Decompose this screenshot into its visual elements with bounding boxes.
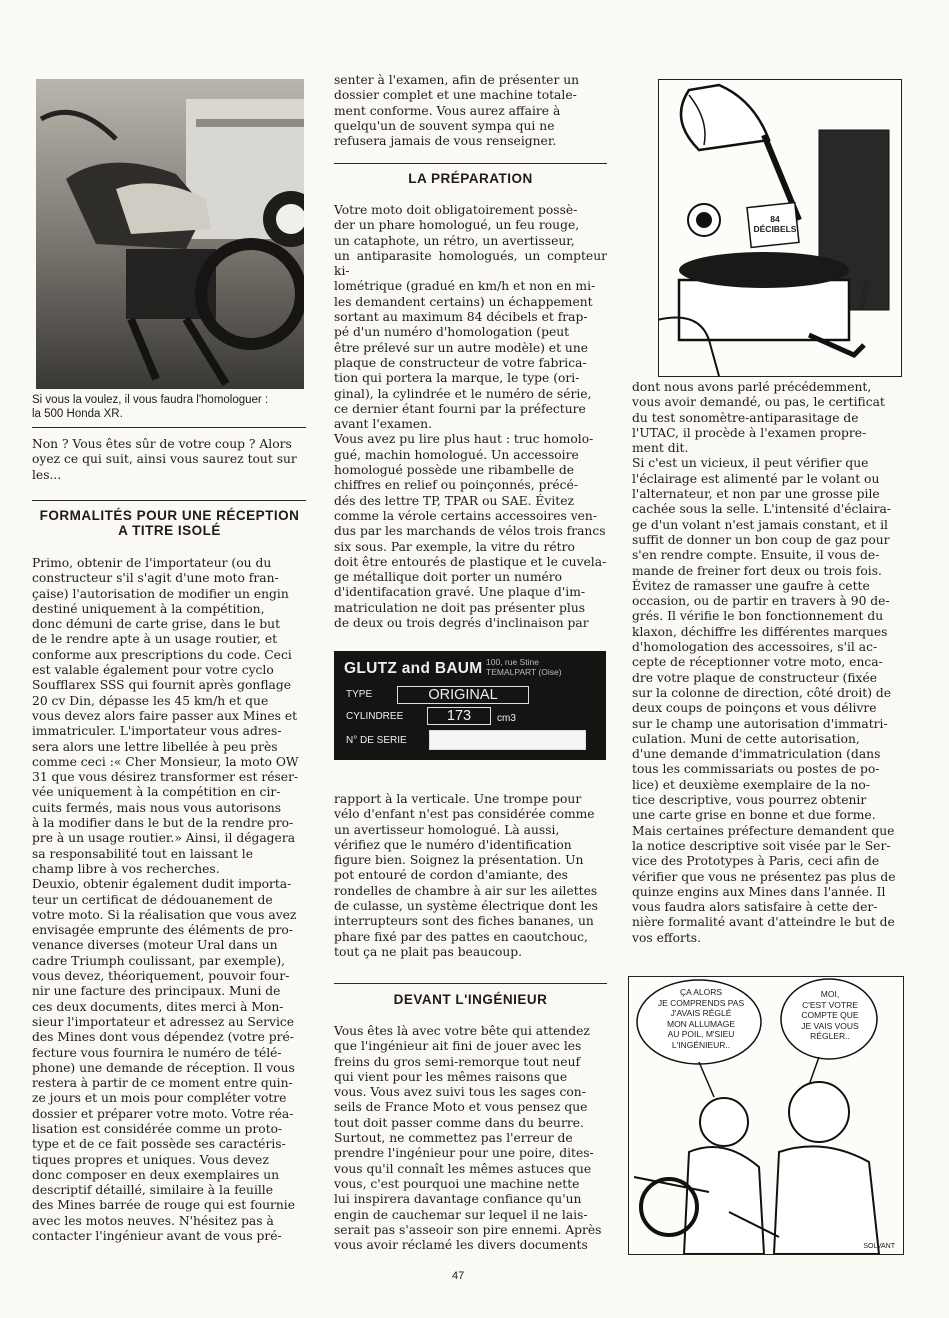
col2-top-paragraph: senter à l'examen, afin de présenter un dossier complet et une machine totale- ment conforme. Vous aurez affaire à quelqu'un de souvent sympa qui ne refusera jamais de vous renseigner. <box>334 73 580 149</box>
after-plate-text: rapport à la verticale. Une trompe pour vélo d'enfant n'est pas considérée comme un avertisseur homologué. Là aussi, vérifiez que le numéro d'identification figure bien. Soignez la présentation. Un pot entouré de cordon d'amiante, des rondelles de chambre à air sur les ailettes de culasse, un système électrique dont les interrupteurs sont des fiches bananes, un phare fixé par des pattes en caoutchouc, tout ça ne plait pas beaucoup. <box>334 792 598 959</box>
cartoon2-signature: SOLVANT <box>863 1243 895 1250</box>
plate-address: 100, rue Stine TEMALPART (Oise) <box>486 657 562 677</box>
ingenieur-text: Vous êtes là avec votre bête qui attendez que l'ingénieur ait fini de jouer avec les freins du gros semi-remorque tout neuf qui vient pour les mêmes raisons que vous. Vous avez suivi tous les sages con- seils de France Moto et vous pensez que tout doit passer comme dans du beurre. Surtout, ne commettez pas l'erreur de prendre l'ingénieur pour une poire, dites- vous qu'il connaît les mêmes astuces que vous, c'est pourquoi une machine nette lui inspirera davantage confiance qu'un engin de cauchemar sur lequel il ne lais- serait pas s'asseoir son pire ennemi. Après vous avoir réclamé les divers documents <box>334 1024 602 1253</box>
bubble-engineer: MOI, C'EST VOTRE COMPTE QUE JE VAIS VOUS RÉGLER.. <box>801 989 859 1041</box>
section-rule-3 <box>334 983 607 984</box>
formalites-text: Primo, obtenir de l'importateur (ou du constructeur s'il s'agit d'une moto fran- çaise) l'autorisation de modifier un engin destiné uniquement à la compétition, donc démuni de carte grise, dans le but de le rendre apte à un usage routier, et conforme aux prescriptions du code. Ceci est valable également pour votre cyclo Soufflarex SSS qui fournit après gonflage 20 cv Din, dépasse les 45 km/h et que vous devez alors faire passer aux Mines et immatriculer. L'importateur vous adres- sera alors une lettre libellée à peu près comme ceci :« Cher Monsieur, la moto OW 31 que vous désirez transformer est réser- vée uniquement à la compétition en cir- cuits fermés, mais nous vous autorisons à la modifier dans le but de la rendre pro- pre à un usage routier.» Ainsi, il dégagera sa responsabilité tout en laissant le champ libre à vos recherches. Deuxio, obtenir également dudit importa- teur un certificat de dédouanement de votre moto. Si la réalisation que vous avez envisagée emprunte des éléments de pro- venance diverses (moteur Ural dans un cadre Triumph coulissant, par exemple), vous devez, théoriquement, pouvoir four- nir une facture des principaux. Muni de ces deux documents, dites merci à Mon- sieur l'importateur et adressez au Service des Mines dont vous dépendez (votre pré- fecture vous fournira le numéro de télé- phone) une demande de réception. Il vous restera à partir de ce moment entre quin- ze jours et un mois pour compléter votre dossier et préparer votre moto. Votre réa- lisation est considérée comme un proto- type et de ce fait possède ses caractéris- tiques propres et uniques. Vous devez donc composer en deux exemplaires un descriptif détaillé, similaire à la feuille des Mines barrée de rouge qui est fournie avec les motos neuves. N'hésitez pas à contacter l'ingénieur avant de vous pré- <box>32 556 299 1244</box>
photo-caption: Si vous la voulez, il vous faudra l'homologuer : la 500 Honda XR. <box>32 394 269 420</box>
col3-text: dont nous avons parlé précédemment, vous avoir demandé, ou pas, le certificat du test sonomètre-antiparasitage de l'UTAC, il procède à l'examen propre- ment dit. Si c'est un vicieux, il peut vérifier que l'éclairage est alimenté par le volant ou l'alternateur, et non par une grosse pile cachée sous la selle. L'intensité d'éclaira- ge d'un volant n'est jamais constant, et il suffit de donner un bon coup de gaz pour s'en rendre compte. Ensuite, il vous de- mande de freiner fort deux ou trois fois. Évitez de ramasser une gaufre à cette occasion, ou de partir en travers à 90 de- grés. Il vérifie le bon fonctionnement du klaxon, déchiffre les différentes marques d'homologation des accessoires, s'il ac- cepte de réceptionner votre moto, enca- dre votre plaque de constructeur (fixée sur la colonne de direction, côté droit) de deux coups de poinçons et vous délivre sur le champ une autorisation d'immatri- culation. Muni de cette autorisation, d'une demande d'immatriculation (dans tous les commissariats ou postes de po- lice) et deuxième exemplaire de la no- tice descriptive, vous pourrez obtenir une carte grise en bonne et due forme. Mais certaines préfecture demandent que la notice descriptive soit visée par le Ser- vice des Prototypes à Paris, ceci afin de vérifier que vous ne présentez pas plus de quinze engins aux Mines dans l'année. Il vous faudra alors satisfaire à cette der- nière formalité avant d'atteindre le but de vos efforts. <box>632 380 896 945</box>
heading-ingenieur: DEVANT L'INGÉNIEUR <box>393 992 548 1007</box>
caption-divider <box>32 427 306 428</box>
motorcycle-illustration <box>36 79 304 389</box>
gramophone-cartoon <box>658 79 902 377</box>
bubble-motorcyclist: ÇA ALORS JE COMPRENDS PAS J'AVAIS RÉGLÉ MON ALLUMAGE AU POIL, M'SIEU L'INGÉNIEUR.. <box>657 987 745 1050</box>
motorcycle-photo <box>36 79 304 389</box>
plate-cylindree-label: CYLINDREE <box>346 711 404 722</box>
engineer-cartoon <box>628 976 904 1255</box>
plate-type-label: TYPE <box>346 689 373 700</box>
page-number: 47 <box>452 1270 465 1282</box>
plate-brand: GLUTZ and BAUM <box>344 660 483 677</box>
intro-paragraph: Non ? Vous êtes sûr de votre coup ? Alors oyez ce qui suit, ainsi vous saurez tout sur les... <box>32 437 297 482</box>
section-rule-2 <box>334 163 607 164</box>
cartoon1-signature: SOLVANT <box>859 278 872 312</box>
plate-cylindree-unit: cm3 <box>497 713 516 724</box>
plate-serial-box <box>429 730 586 750</box>
plate-serial-label: N° DE SERIE <box>346 735 407 746</box>
plate-cylindree-value: 173 <box>427 707 491 725</box>
preparation-text: Votre moto doit obligatoirement possè- der un phare homologué, un feu rouge, un cataphote, un rétro, un avertisseur, un antiparasite homologués, un compteur ki- lométrique (gradué en km/h et non en mi- les demandent certains) un échappement sortant au maximum 84 décibels et frap- pé d'un numéro d'homologation (peut être prélevé sur un autre modèle) et une plaque de constructeur de votre fabrica- tion qui portera la marque, le type (ori- ginal), la cylindrée et le numéro de série, ce dernier étant fourni par la préfecture avant l'examen. Vous avez pu lire plus haut : truc homolo- gué, machin homologué. Un accessoire homologué possède une ribambelle de chiffres en relief ou poinçonnés, précé- dés des lettre TP, TPAR ou SAE. Évitez comme la vérole certains accessoires ven- dus par les marchands de vélos trois francs six sous. Par exemple, la vitre du rétro doit être entourés de plastique et le cuvela- ge métallique doit porter un numéro d'identifacation gravé. Une plaque d'im- matriculation ne doit pas présenter plus de deux ou trois degrés d'inclinaison par <box>334 203 607 631</box>
section-rule-1 <box>32 500 306 501</box>
heading-preparation: LA PRÉPARATION <box>408 171 533 186</box>
decibels-sign: 84 DÉCIBELS <box>753 214 797 234</box>
plate-type-value: ORIGINAL <box>397 686 529 704</box>
heading-formalites: FORMALITÉS POUR UNE RÉCEPTION A TITRE ISOLÉ <box>39 508 300 538</box>
constructor-plate <box>334 651 606 760</box>
